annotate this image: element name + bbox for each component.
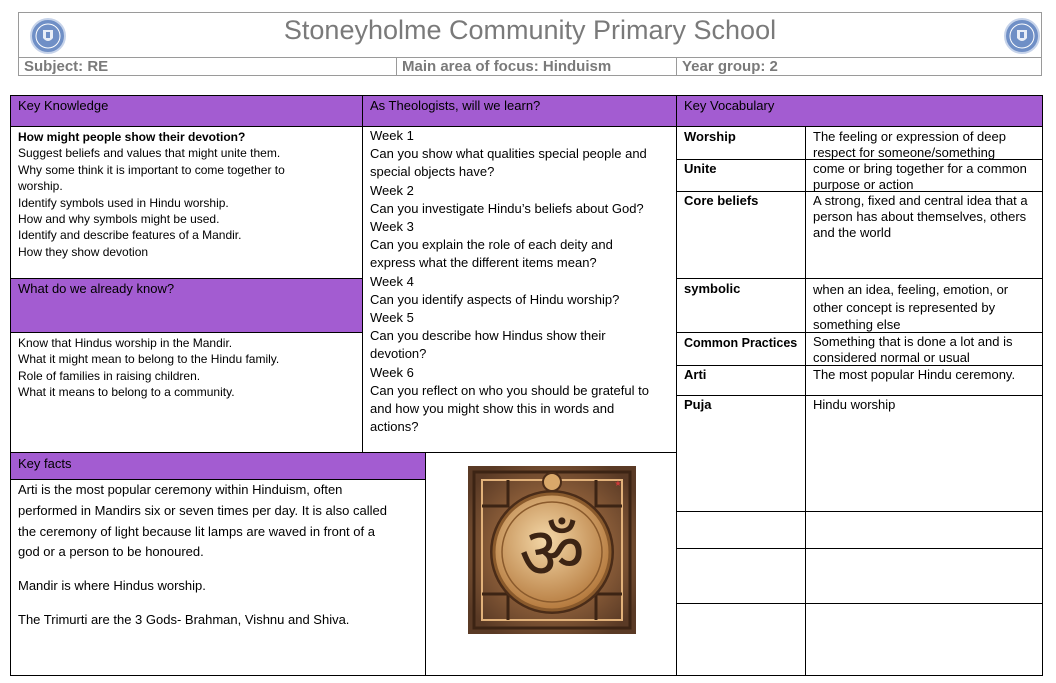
key-knowledge-content: [18, 129, 358, 260]
week-label: Week 5: [370, 310, 414, 326]
vocab-term: Common Practices: [684, 336, 798, 350]
vocab-definition-line: come or bring together for a common: [813, 161, 1027, 176]
focus-label: Main area of focus: Hinduism: [402, 58, 612, 75]
list-item: Suggest beliefs and values that might unite them.: [18, 146, 281, 161]
grid-line: [10, 452, 676, 453]
vocab-definition: [813, 281, 1041, 334]
key-fact-line: performed in Mandirs six or seven times per day. It is also called: [18, 502, 387, 518]
list-item: Identify symbols used in Hindu worship.: [18, 195, 229, 210]
svg-text:ॐ: ॐ: [519, 511, 585, 595]
already-know-heading: What do we already know?: [10, 278, 362, 332]
list-item: actions?: [370, 419, 419, 435]
vocab-definition-line: Something that is done a lot and is: [813, 334, 1013, 349]
key-fact-line: The Trimurti are the 3 Gods- Brahman, Vishnu and Shiva.: [18, 611, 350, 627]
list-item: What it might mean to belong to the Hindu family.: [18, 352, 280, 367]
grid-line: [10, 278, 362, 279]
vocab-term: Core beliefs: [684, 193, 759, 208]
key-fact-line: god or a person to be honoured.: [18, 544, 204, 560]
week-label: Week 4: [370, 273, 414, 289]
vocab-definition-line: The feeling or expression of deep: [813, 129, 1006, 144]
key-fact-line: Arti is the most popular ceremony within Hinduism, often: [18, 482, 343, 497]
vocab-definition-line: respect for someone/something: [813, 145, 996, 160]
grid-line: [676, 548, 1042, 549]
already-know-content: [18, 335, 358, 401]
vocab-definition-line: A strong, fixed and central idea that a: [813, 193, 1028, 208]
vocab-definition: [813, 397, 1041, 413]
svg-text:★: ★: [614, 479, 622, 488]
grid-line: [10, 332, 362, 333]
vocab-term: Worship: [684, 129, 736, 144]
vocab-definition: [813, 129, 1041, 161]
week-label: Week 6: [370, 364, 414, 380]
vocab-definition-line: something else: [813, 317, 901, 332]
list-item: Why some think it is important to come together to: [18, 162, 285, 177]
list-item: worship.: [18, 179, 63, 194]
key-facts-heading: Key facts: [10, 453, 425, 479]
key-fact-line: the ceremony of light because lit lamps are waved in front of a: [18, 523, 375, 539]
list-item: Can you explain the role of each deity and: [370, 237, 613, 253]
list-item: express what the different items mean?: [370, 255, 597, 271]
vocab-definition: [813, 161, 1041, 193]
vocab-definition-line: Hindu worship: [813, 397, 896, 412]
theologists-heading: As Theologists, will we learn?: [362, 95, 676, 126]
list-item: and how you might show this in words and: [370, 401, 615, 417]
school-name: Stoneyholme Community Primary School: [283, 15, 777, 45]
week-label: Week 1: [370, 128, 414, 143]
subject-label: Subject: RE: [24, 58, 109, 75]
grid-line: [1042, 95, 1043, 676]
key-knowledge-question: How might people show their devotion?: [18, 130, 246, 144]
week-label: Week 3: [370, 219, 414, 235]
grid-line: [676, 95, 677, 676]
theologists-content: [370, 127, 672, 436]
vocab-definition: [813, 334, 1041, 366]
key-fact-line: Mandir is where Hindus worship.: [18, 578, 206, 594]
list-item: Can you describe how Hindus show their: [370, 328, 606, 344]
vocab-term: Unite: [684, 161, 717, 176]
grid-line: [676, 278, 1042, 279]
om-symbol-icon: [468, 466, 636, 634]
grid-line: [676, 395, 1042, 396]
vocab-definition-line: The most popular Hindu ceremony.: [813, 367, 1016, 382]
list-item: special objects have?: [370, 164, 495, 180]
week-label: Week 2: [370, 182, 414, 198]
grid-line: [10, 675, 1042, 676]
vocab-definition-line: person has about themselves, others: [813, 209, 1027, 224]
list-item: devotion?: [370, 346, 427, 362]
list-item: Can you reflect on who you should be grateful to: [370, 382, 649, 398]
year-group-label: Year group: 2: [682, 58, 778, 75]
grid-line: [425, 452, 426, 676]
vocab-definition-line: considered normal or usual: [813, 350, 970, 365]
key-facts-content: [18, 480, 422, 631]
key-knowledge-heading: Key Knowledge: [10, 95, 362, 126]
list-item: Identify and describe features of a Mandir.: [18, 228, 242, 243]
vocab-definition-line: when an idea, feeling, emotion, or: [813, 282, 1009, 297]
grid-line: [362, 95, 363, 453]
vocab-definition-line: other concept is represented by: [813, 299, 996, 315]
list-item: Can you show what qualities special people and: [370, 146, 647, 162]
vocab-definition-line: purpose or action: [813, 177, 914, 192]
vocab-definition: [813, 367, 1041, 383]
vocab-term: symbolic: [684, 281, 741, 296]
grid-line: [805, 126, 806, 676]
vocab-definition: [813, 193, 1041, 241]
grid-line: [676, 511, 1042, 512]
vocab-term: Puja: [684, 397, 712, 412]
list-item: How they show devotion: [18, 244, 149, 259]
list-item: Can you investigate Hindu’s beliefs about God?: [370, 200, 644, 216]
list-item: How and why symbols might be used.: [18, 212, 220, 227]
grid-line: [10, 95, 1042, 96]
grid-line: [10, 95, 11, 676]
vocab-definition-line: and the world: [813, 225, 892, 240]
list-item: Role of families in raising children.: [18, 368, 201, 383]
key-vocabulary-heading: Key Vocabulary: [676, 95, 1042, 126]
grid-line: [676, 603, 1042, 604]
list-item: Know that Hindus worship in the Mandir.: [18, 336, 233, 350]
list-item: What it means to belong to a community.: [18, 385, 235, 400]
vocab-term: Arti: [684, 367, 707, 382]
list-item: Can you identify aspects of Hindu worship?: [370, 291, 620, 307]
